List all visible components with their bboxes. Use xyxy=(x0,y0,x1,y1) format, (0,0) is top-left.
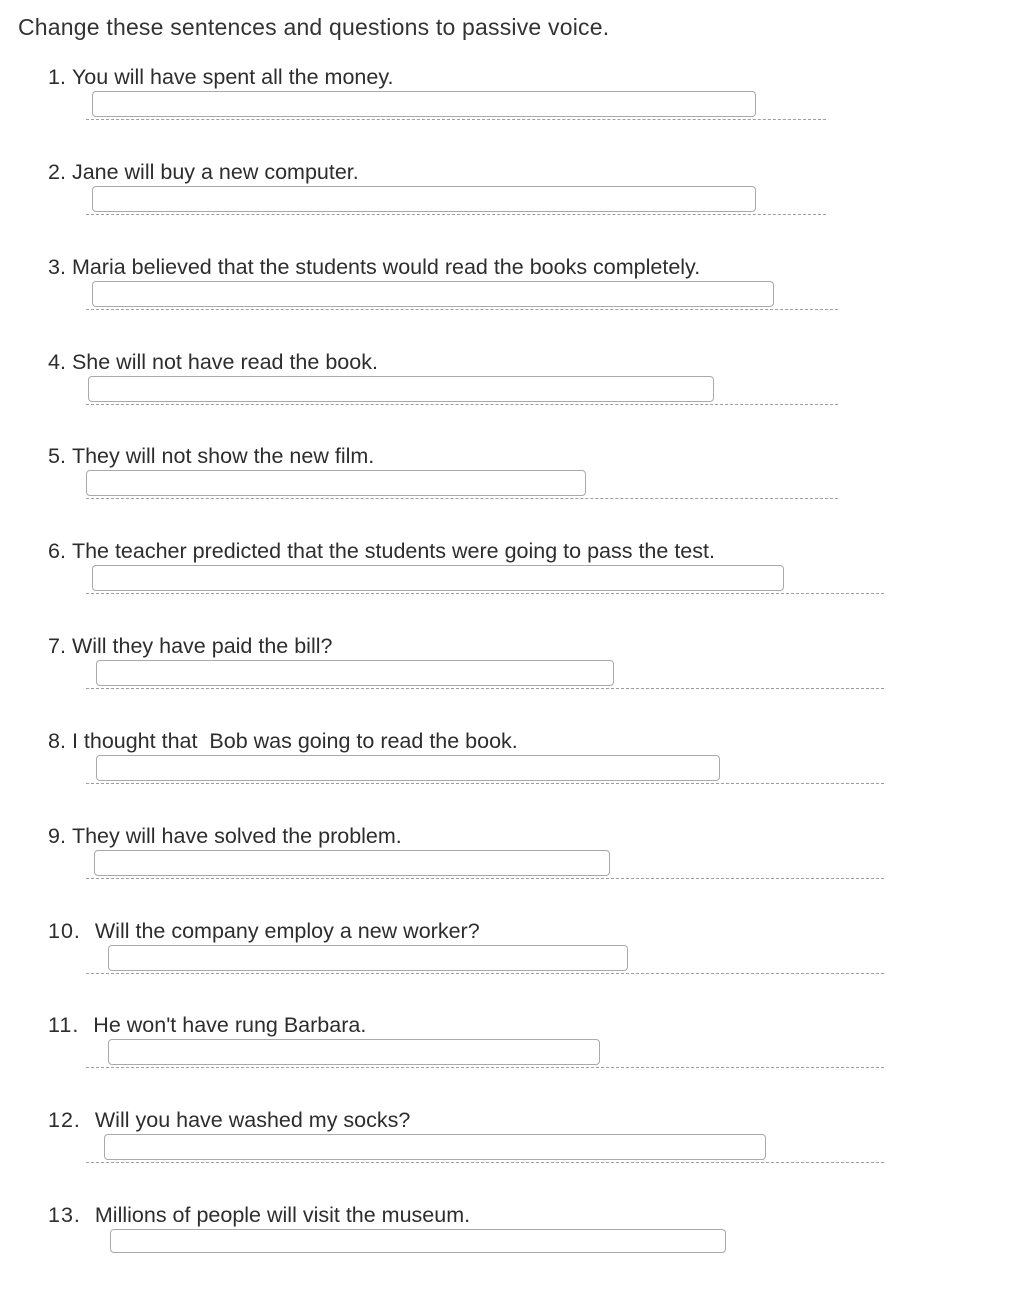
answer-input-10[interactable] xyxy=(108,945,628,971)
question-text: She will not have read the book. xyxy=(71,350,378,374)
answer-underline xyxy=(86,214,826,215)
question-text: Millions of people will visit the museum. xyxy=(94,1203,471,1227)
question-text: You will have spent all the money. xyxy=(71,65,394,89)
question-item-5 xyxy=(48,442,1008,532)
question-item-2 xyxy=(48,158,1008,248)
question-number: 11. xyxy=(48,1013,80,1037)
question-line xyxy=(48,1106,410,1134)
question-line xyxy=(48,727,518,755)
answer-underline xyxy=(86,404,838,405)
question-text: Will they have paid the bill? xyxy=(71,634,333,658)
answer-input-5[interactable] xyxy=(86,470,586,496)
question-number: 7. xyxy=(48,634,66,658)
question-item-4 xyxy=(48,348,1008,438)
answer-input-11[interactable] xyxy=(108,1039,600,1065)
question-number: 10. xyxy=(48,919,81,943)
question-line xyxy=(48,917,480,945)
question-number: 13. xyxy=(48,1203,81,1227)
question-item-3 xyxy=(48,253,1008,343)
answer-input-6[interactable] xyxy=(92,565,784,591)
question-number: 8. xyxy=(48,729,66,753)
question-text: They will have solved the problem. xyxy=(71,824,402,848)
question-number: 2. xyxy=(48,160,66,184)
answer-input-13[interactable] xyxy=(110,1229,726,1253)
question-item-8 xyxy=(48,727,1008,817)
question-number: 4. xyxy=(48,350,66,374)
question-text: They will not show the new film. xyxy=(71,444,375,468)
instructions-heading: Change these sentences and questions to passive voice. xyxy=(18,14,610,40)
answer-input-12[interactable] xyxy=(104,1134,766,1160)
question-item-9 xyxy=(48,822,1008,912)
question-number: 6. xyxy=(48,539,66,563)
answer-underline xyxy=(86,783,884,784)
answer-underline xyxy=(86,688,884,689)
question-number: 12. xyxy=(48,1108,81,1132)
answer-input-4[interactable] xyxy=(88,376,714,402)
answer-input-8[interactable] xyxy=(96,755,720,781)
answer-input-1[interactable] xyxy=(92,91,756,117)
answer-input-7[interactable] xyxy=(96,660,614,686)
answer-underline xyxy=(86,878,884,879)
question-text: Maria believed that the students would read the books completely. xyxy=(71,255,701,279)
question-item-11 xyxy=(48,1011,1008,1101)
answer-underline xyxy=(86,1067,884,1068)
question-line xyxy=(48,348,378,376)
question-number: 3. xyxy=(48,255,66,279)
question-line xyxy=(48,442,374,470)
question-item-6 xyxy=(48,537,1008,627)
question-text: I thought that Bob was going to read the book. xyxy=(71,729,518,753)
answer-underline xyxy=(86,498,838,499)
question-number: 5. xyxy=(48,444,66,468)
answer-underline xyxy=(86,309,838,310)
answer-underline xyxy=(86,973,884,974)
question-text: Jane will buy a new computer. xyxy=(71,160,359,184)
answer-underline xyxy=(86,119,826,120)
question-item-10 xyxy=(48,917,1008,1007)
answer-input-9[interactable] xyxy=(94,850,610,876)
question-item-12 xyxy=(48,1106,1008,1196)
answer-input-2[interactable] xyxy=(92,186,756,212)
question-line xyxy=(48,63,393,91)
question-number: 9. xyxy=(48,824,66,848)
question-line xyxy=(48,822,402,850)
question-text: The teacher predicted that the students were going to pass the test. xyxy=(71,539,715,563)
question-line xyxy=(48,1201,470,1229)
answer-underline xyxy=(86,593,884,594)
question-text: Will the company employ a new worker? xyxy=(94,919,480,943)
question-item-7 xyxy=(48,632,1008,722)
answer-underline xyxy=(86,1162,884,1163)
question-line xyxy=(48,632,332,660)
question-number: 1. xyxy=(48,65,66,89)
question-line xyxy=(48,537,715,565)
question-text: Will you have washed my socks? xyxy=(94,1108,411,1132)
question-line xyxy=(48,158,359,186)
question-item-13 xyxy=(48,1201,1008,1291)
question-item-1 xyxy=(48,63,1008,153)
question-line xyxy=(48,253,700,281)
question-text: He won't have rung Barbara. xyxy=(93,1013,367,1037)
question-line xyxy=(48,1011,366,1039)
answer-input-3[interactable] xyxy=(92,281,774,307)
